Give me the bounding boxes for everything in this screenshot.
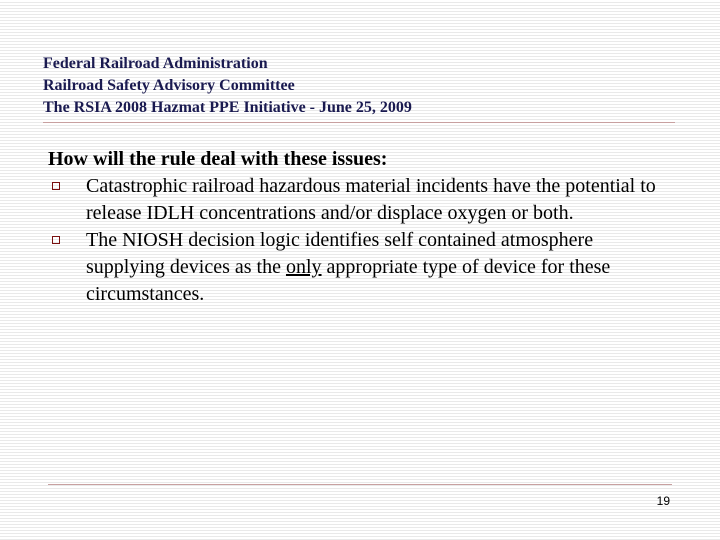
header-organization: Federal Railroad Administration — [43, 55, 268, 72]
page-number: 19 — [656, 494, 670, 508]
bullet-text-part: The NIOSH decision logic identifies self contained atmosphere supplying devices as the — [86, 229, 594, 278]
bullet-text-part: appropriate type of device for these circumstances. — [86, 256, 611, 305]
bullet-text: Catastrophic railroad hazardous material incidents have the potential to release IDLH concentrations and/or displace oxygen or both. — [86, 175, 656, 224]
bullet-item — [48, 227, 688, 308]
square-bullet-icon — [52, 236, 60, 244]
footer-divider — [48, 484, 672, 485]
slide-question: How will the rule deal with these issues: — [48, 148, 388, 170]
bullet-item — [48, 173, 688, 227]
emphasized-word: only — [285, 256, 322, 278]
square-bullet-icon — [52, 182, 60, 190]
slide-body — [48, 146, 688, 308]
header-initiative-title: The RSIA 2008 Hazmat PPE Initiative - June 25, 2009 — [43, 99, 412, 116]
slide-header — [43, 53, 683, 119]
header-committee: Railroad Safety Advisory Committee — [43, 77, 295, 94]
bullet-text — [86, 227, 676, 308]
header-divider — [43, 122, 675, 123]
